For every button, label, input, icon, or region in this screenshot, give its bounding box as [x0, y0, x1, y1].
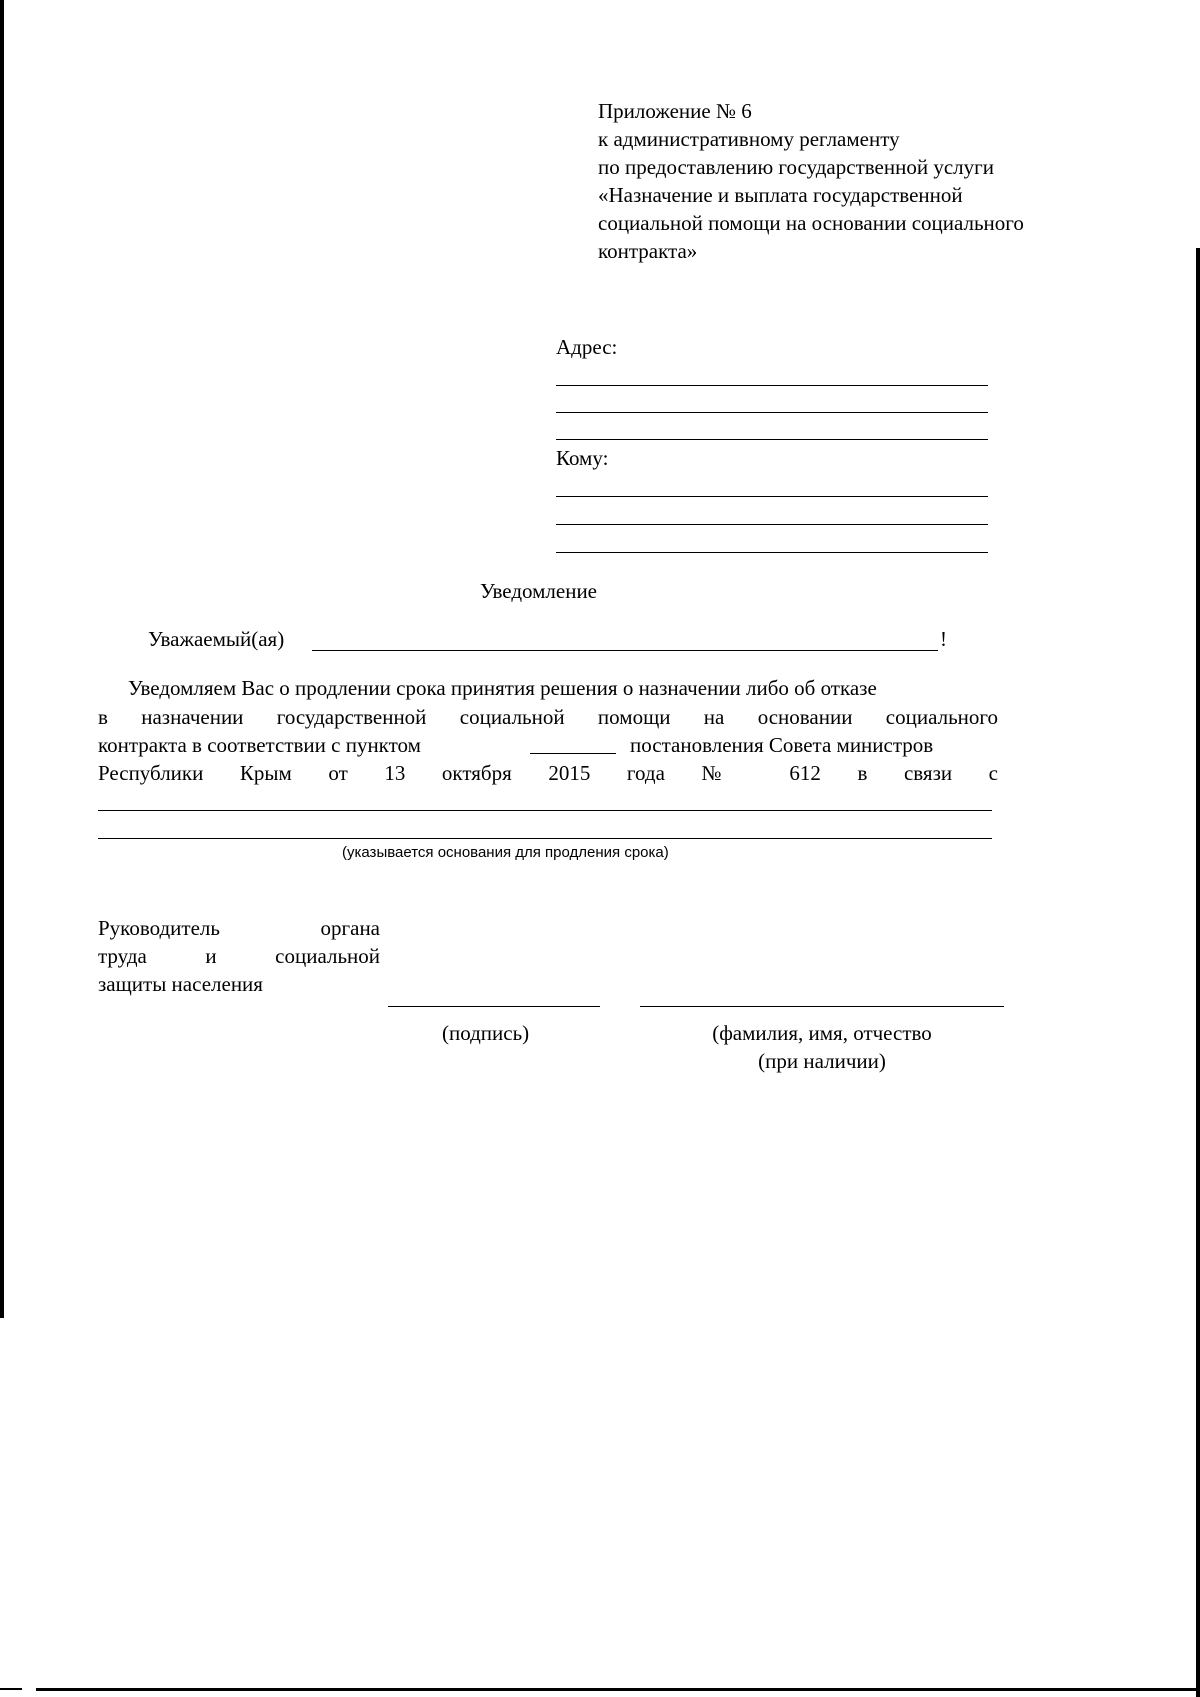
body-line-2: в назначении государственной социальной помощи на основании социального: [98, 705, 998, 729]
annex-line: «Назначение и выплата государственной: [598, 183, 963, 207]
to-line-2[interactable]: [556, 524, 988, 525]
to-line-3[interactable]: [556, 552, 988, 553]
body-line-3-end: постановления Совета министров: [630, 733, 934, 757]
signature-line[interactable]: [388, 1006, 600, 1007]
scan-edge-right: [1196, 248, 1200, 1697]
reason-line-1[interactable]: [98, 810, 992, 811]
greeting-prefix: Уважаемый(ая): [148, 627, 285, 651]
fio-caption-line-1: (фамилия, имя, отчество: [712, 1021, 932, 1045]
annex-line: социальной помощи на основании социального: [598, 211, 1024, 235]
reason-line-2[interactable]: [98, 838, 992, 839]
signer-line-2: труда и социальной: [98, 944, 380, 968]
scan-edge-left: [0, 0, 4, 1318]
annex-line: к административному регламенту: [598, 127, 900, 151]
address-line-2[interactable]: [556, 412, 988, 413]
annex-line: Приложение № 6: [598, 99, 752, 123]
scan-edge-bottom: [36, 1688, 1200, 1691]
to-line-1[interactable]: [556, 496, 988, 497]
fio-caption-line-2: (при наличии): [758, 1049, 886, 1073]
annex-header: [598, 97, 1024, 265]
scan-edge-bottom-left: [0, 1688, 22, 1690]
address-label: Адрес:: [556, 335, 618, 359]
body-line-1: Уведомляем Вас о продлении срока принятия решения о назначении либо об отказе: [128, 676, 877, 700]
annex-line: по предоставлению государственной услуги: [598, 155, 994, 179]
signer-line-1: Руководитель органа: [98, 916, 380, 940]
signature-caption: (подпись): [442, 1021, 530, 1045]
body-line-4: Республики Крым от 13 октября 2015 года № 612 в связи с: [98, 761, 998, 785]
body-line-3-start: контракта в соответствии с пунктом: [98, 733, 421, 757]
reason-caption: (указывается основания для продления срока): [342, 844, 669, 861]
greeting-name-line[interactable]: [312, 650, 938, 651]
greeting-suffix: !: [940, 627, 947, 651]
signer-line-3: защиты населения: [98, 972, 263, 996]
fio-line[interactable]: [640, 1006, 1004, 1007]
document-title: Уведомление: [480, 579, 598, 603]
to-label: Кому:: [556, 446, 609, 470]
clause-number-field[interactable]: [530, 753, 616, 754]
address-line-1[interactable]: [556, 385, 988, 386]
annex-line: контракта»: [598, 239, 698, 263]
address-line-3[interactable]: [556, 439, 988, 440]
